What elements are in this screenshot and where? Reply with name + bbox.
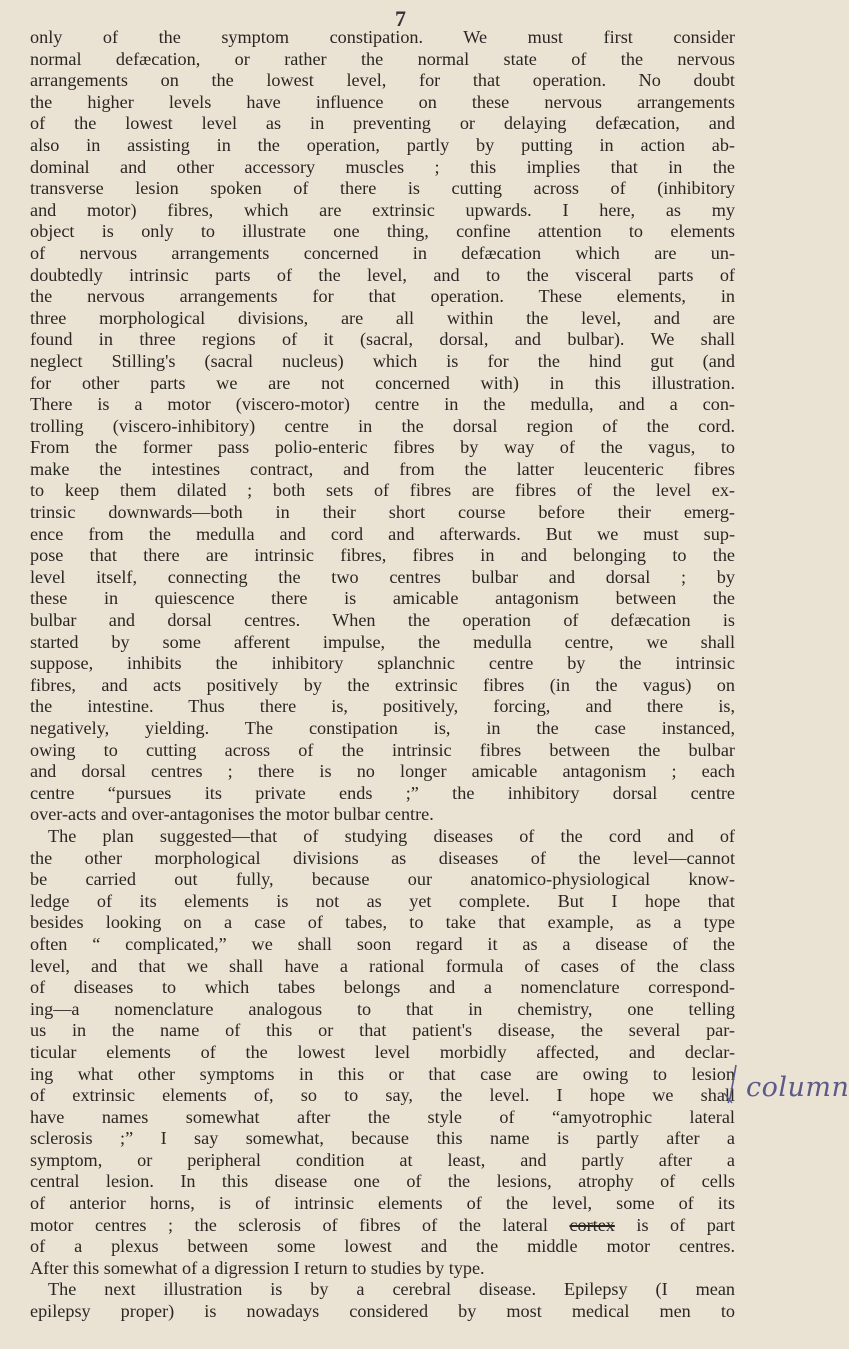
text-line: trolling (viscero-inhibitory) centre in the dorsal region of the cord. — [30, 415, 735, 436]
body-text — [30, 27, 735, 1323]
text-line: the intestine. Thus there is, positively, forcing, and there is, — [30, 696, 735, 717]
text-line: central lesion. In this disease one of the lesions, atrophy of cells — [30, 1171, 735, 1192]
text-line: started by some afferent impulse, the medulla centre, we shall — [30, 631, 735, 652]
text-line: us in the name of this or that patient's disease, the several par- — [30, 1020, 735, 1041]
text-line: trinsic downwards—both in their short course before their emerg- — [30, 502, 735, 523]
handwritten-margin-note: column — [746, 1072, 849, 1103]
text-line: ticular elements of the lowest level morbidly affected, and declar- — [30, 1041, 735, 1062]
text-line: doubtedly intrinsic parts of the level, and to the visceral parts of — [30, 264, 735, 285]
text-line: bulbar and dorsal centres. When the operation of defæcation is — [30, 610, 735, 631]
text-line: be carried out fully, because our anatomico-physiological know- — [30, 869, 735, 890]
text-line: the higher levels have influence on these nervous arrangements — [30, 91, 735, 112]
text-line: the other morphological divisions as diseases of the level—cannot — [30, 847, 735, 868]
text-line: of the lowest level as in preventing or delaying defæcation, and — [30, 113, 735, 134]
text-line: ledge of its elements is not as yet complete. But I hope that — [30, 890, 735, 911]
text-line: sclerosis ;” I say somewhat, because this name is partly after a — [30, 1128, 735, 1149]
text-line: level, and that we shall have a rational formula of cases of the class — [30, 955, 735, 976]
text-line: also in assisting in the operation, partly by putting in action ab- — [30, 134, 735, 155]
text-line: dominal and other accessory muscles ; this implies that in the — [30, 156, 735, 177]
text-line: have names somewhat after the style of “amyotrophic lateral — [30, 1106, 735, 1127]
text-line-continuation: is of part — [614, 1214, 735, 1235]
text-line: normal defæcation, or rather the normal state of the nervous — [30, 48, 735, 69]
text-line: and dorsal centres ; there is no longer amicable antagonism ; each — [30, 761, 735, 782]
text-line: of nervous arrangements concerned in defæcation which are un- — [30, 242, 735, 263]
text-line: suppose, inhibits the inhibitory splanchnic centre by the intrinsic — [30, 653, 735, 674]
margin-bracket-mark — [722, 1063, 744, 1105]
text-line: the nervous arrangements for that operation. These elements, in — [30, 286, 735, 307]
text-line: symptom, or peripheral condition at least, and partly after a — [30, 1149, 735, 1170]
text-line: three morphological divisions, are all within the level, and are — [30, 307, 735, 328]
text-line: From the former pass polio-enteric fibres by way of the vagus, to — [30, 437, 735, 458]
text-line: these in quiescence there is amicable antagonism between the — [30, 588, 735, 609]
text-line: level itself, connecting the two centres bulbar and dorsal ; by — [30, 566, 735, 587]
text-line: of anterior horns, is of intrinsic elements of the level, some of its — [30, 1193, 735, 1214]
text-line: neglect Stilling's (sacral nucleus) which is for the hind gut (and — [30, 350, 735, 371]
text-line: pose that there are intrinsic fibres, fibres in and belonging to the — [30, 545, 735, 566]
text-line: make the intestines contract, and from the latter leucenteric fibres — [30, 458, 735, 479]
text-line: ence from the medulla and cord and afterwards. But we must sup- — [30, 523, 735, 544]
text-line: ing—a nomenclature analogous to that in chemistry, one telling — [30, 998, 735, 1019]
text-line: of a plexus between some lowest and the middle motor centres. — [30, 1236, 735, 1257]
text-line: The plan suggested—that of studying diseases of the cord and of — [48, 825, 735, 846]
text-line: The next illustration is by a cerebral disease. Epilepsy (I mean — [48, 1279, 735, 1300]
text-line: only of the symptom constipation. We must first consider — [30, 27, 735, 47]
text-line: of extrinsic elements of, so to say, the level. I hope we shall — [30, 1085, 735, 1106]
text-line: often “ complicated,” we shall soon regard it as a disease of the — [30, 933, 735, 954]
text-line: over-acts and over-antagonises the motor bulbar centre. — [30, 804, 434, 825]
page-number: 7 — [395, 6, 406, 31]
text-line: of diseases to which tabes belongs and a nomenclature correspond- — [30, 977, 735, 998]
text-line: to keep them dilated ; both sets of fibres are fibres of the level ex- — [30, 480, 735, 501]
text-line: transverse lesion spoken of there is cutting across of (inhibitory — [30, 178, 735, 199]
text-line: besides looking on a case of tabes, to take that example, as a type — [30, 912, 735, 933]
text-line: found in three regions of it (sacral, dorsal, and bulbar). We shall — [30, 329, 735, 350]
text-line: centre “pursues its private ends ;” the inhibitory dorsal centre — [30, 782, 735, 803]
text-line: owing to cutting across of the intrinsic fibres between the bulbar — [30, 739, 735, 760]
text-line: object is only to illustrate one thing, confine attention to elements — [30, 221, 735, 242]
struck-word: cortex — [569, 1214, 615, 1235]
text-line: arrangements on the lowest level, for that operation. No doubt — [30, 70, 735, 91]
text-line: for other parts we are not concerned with) in this illustration. — [30, 372, 735, 393]
text-line: negatively, yielding. The constipation is, in the case instanced, — [30, 718, 735, 738]
text-line: There is a motor (viscero-motor) centre in the medulla, and a con- — [30, 394, 735, 415]
text-line: motor centres ; the sclerosis of fibres of the lateral cortex is of part — [30, 1214, 735, 1235]
text-line: After this somewhat of a digression I return to studies by type. — [30, 1257, 485, 1278]
text-line: and motor) fibres, which are extrinsic upwards. I here, as my — [30, 199, 735, 220]
text-line: ing what other symptoms in this or that case are owing to lesion — [30, 1063, 735, 1084]
text-line: epilepsy proper) is nowadays considered by most medical men to — [30, 1301, 735, 1322]
text-line: fibres, and acts positively by the extrinsic fibres (in the vagus) on — [30, 674, 735, 695]
